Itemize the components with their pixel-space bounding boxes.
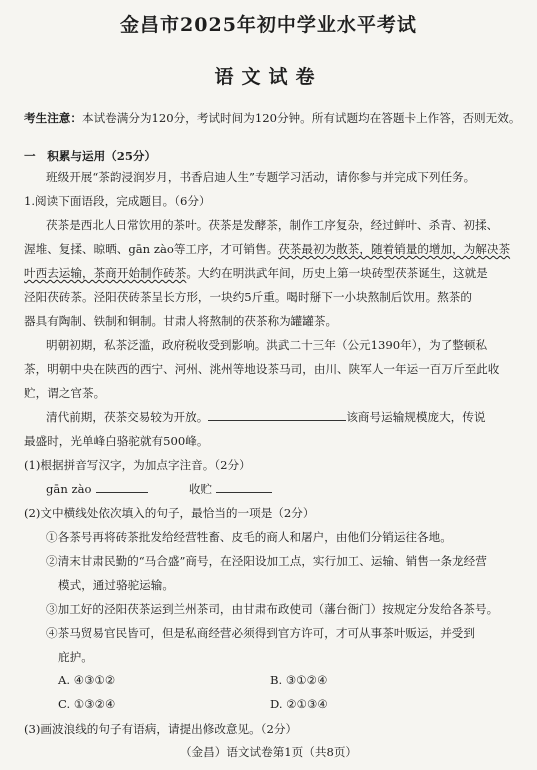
p3-line1-end: 该商号运输规模庞大，传说 [346,410,486,424]
notice [24,110,524,126]
p1-line3-end: 。大约在明洪武年间，历史上第一块砖型茯茶诞生，这就是 [186,266,488,280]
passage-p3-line1 [46,409,537,425]
passage-p1-line1: 茯茶是西北人日常饮用的茶叶。茯茶是发酵茶，制作工序复杂，经过鲜叶、杀青、初揉、 [46,218,499,232]
question-1-heading: 1.阅读下面语段，完成题目。（6分） [24,194,211,208]
fill-blank-line [208,409,346,421]
subquestion-2: (2)文中横线处依次填入的句子，最恰当的一项是（2分） [24,506,315,520]
subquestion-3: (3)画波浪线的句子有语病，请提出修改意见。（2分） [24,722,298,736]
choice-1: ①各茶号再将砖茶批发给经营牲畜、皮毛的商人和屠户，由他们分销运往各地。 [46,530,452,544]
wavy-sentence-part1: 茯茶最初为散茶，随着销量的增加，为解决茶 [278,242,511,256]
choice-4-line1: ④茶马贸易官民皆可，但是私商经营必须得到官方许可，才可从事茶叶贩运，并受到 [46,626,475,640]
notice-label: 考生注意： [24,111,82,125]
subquestion-1-blanks [46,481,537,497]
choice-2-line2: 模式，通过骆驼运输。 [58,578,174,592]
passage-p1-line4: 泾阳茯砖茶。泾阳茯砖茶呈长方形，一块约5斤重。喝时掰下一小块熬制后饮用。熬茶的 [24,290,472,304]
choice-3: ③加工好的泾阳茯茶运到兰州茶司，由甘肃布政使司（藩台衙门）按规定分发给各茶号。 [46,602,499,616]
choice-4-line2: 庇护。 [58,650,93,664]
p1-line2-start: 渥堆、复揉、晾晒、gān zào等工序，才可销售。 [24,242,279,256]
zhuyin-prompt: 收贮 [188,482,213,496]
activity-intro: 班级开展“茶韵浸润岁月，书香启迪人生”专题学习活动，请你参与并完成下列任务。 [46,170,476,184]
page-footer: （金昌）语文试卷第1页（共8页） [179,745,358,759]
passage-p3-line2: 最盛时，光单峰白骆驼就有500峰。 [24,434,209,448]
p3-line1-start: 清代前期，茯茶交易较为开放。 [46,410,209,424]
pinyin-prompt: gān zào [46,482,92,496]
exam-subtitle: 语文试卷 [214,66,323,88]
passage-p2-line2: 茶，明朝中央在陕西的西宁、河州、洮州等地设茶马司，由川、陕军人一年运一百万斤至此收 [24,362,500,376]
choice-2-line1: ②清末甘肃民勤的“马合盛”商号，在泾阳设加工点，实行加工、运输、销售一条龙经营 [46,554,487,568]
option-a: A. ④③①② [58,673,116,687]
pinyin-answer-blank [96,481,148,493]
section-heading: 一 积累与运用（25分） [24,149,157,163]
zhuyin-answer-blank [216,481,272,493]
passage-p1-line5: 器具有陶制、铁制和铜制。甘肃人将熬制的茯茶称为罐罐茶。 [24,314,338,328]
wavy-sentence-part2: 叶西去运输，茶商开始制作砖茶 [24,266,187,280]
passage-p2-line3: 贮，谓之官茶。 [24,386,106,400]
passage-p1-line2 [24,241,524,257]
option-c: C. ①③②④ [58,697,116,711]
option-d: D. ②①③④ [270,697,328,711]
passage-p2-line1: 明朝初期，私茶泛滥，政府税收受到影响。洪武二十三年（公元1390年），为了整顿私 [46,338,488,352]
subquestion-1: (1)根据拼音写汉字，为加点字注音。（2分） [24,458,251,472]
exam-title: 金昌市2025年初中学业水平考试 [120,14,417,36]
passage-p1-line3 [24,265,524,281]
option-b: B. ③①②④ [270,673,328,687]
notice-text: 本试卷满分为120分，考试时间为120分钟。所有试题均在答题卡上作答，否则无效。 [81,111,521,125]
